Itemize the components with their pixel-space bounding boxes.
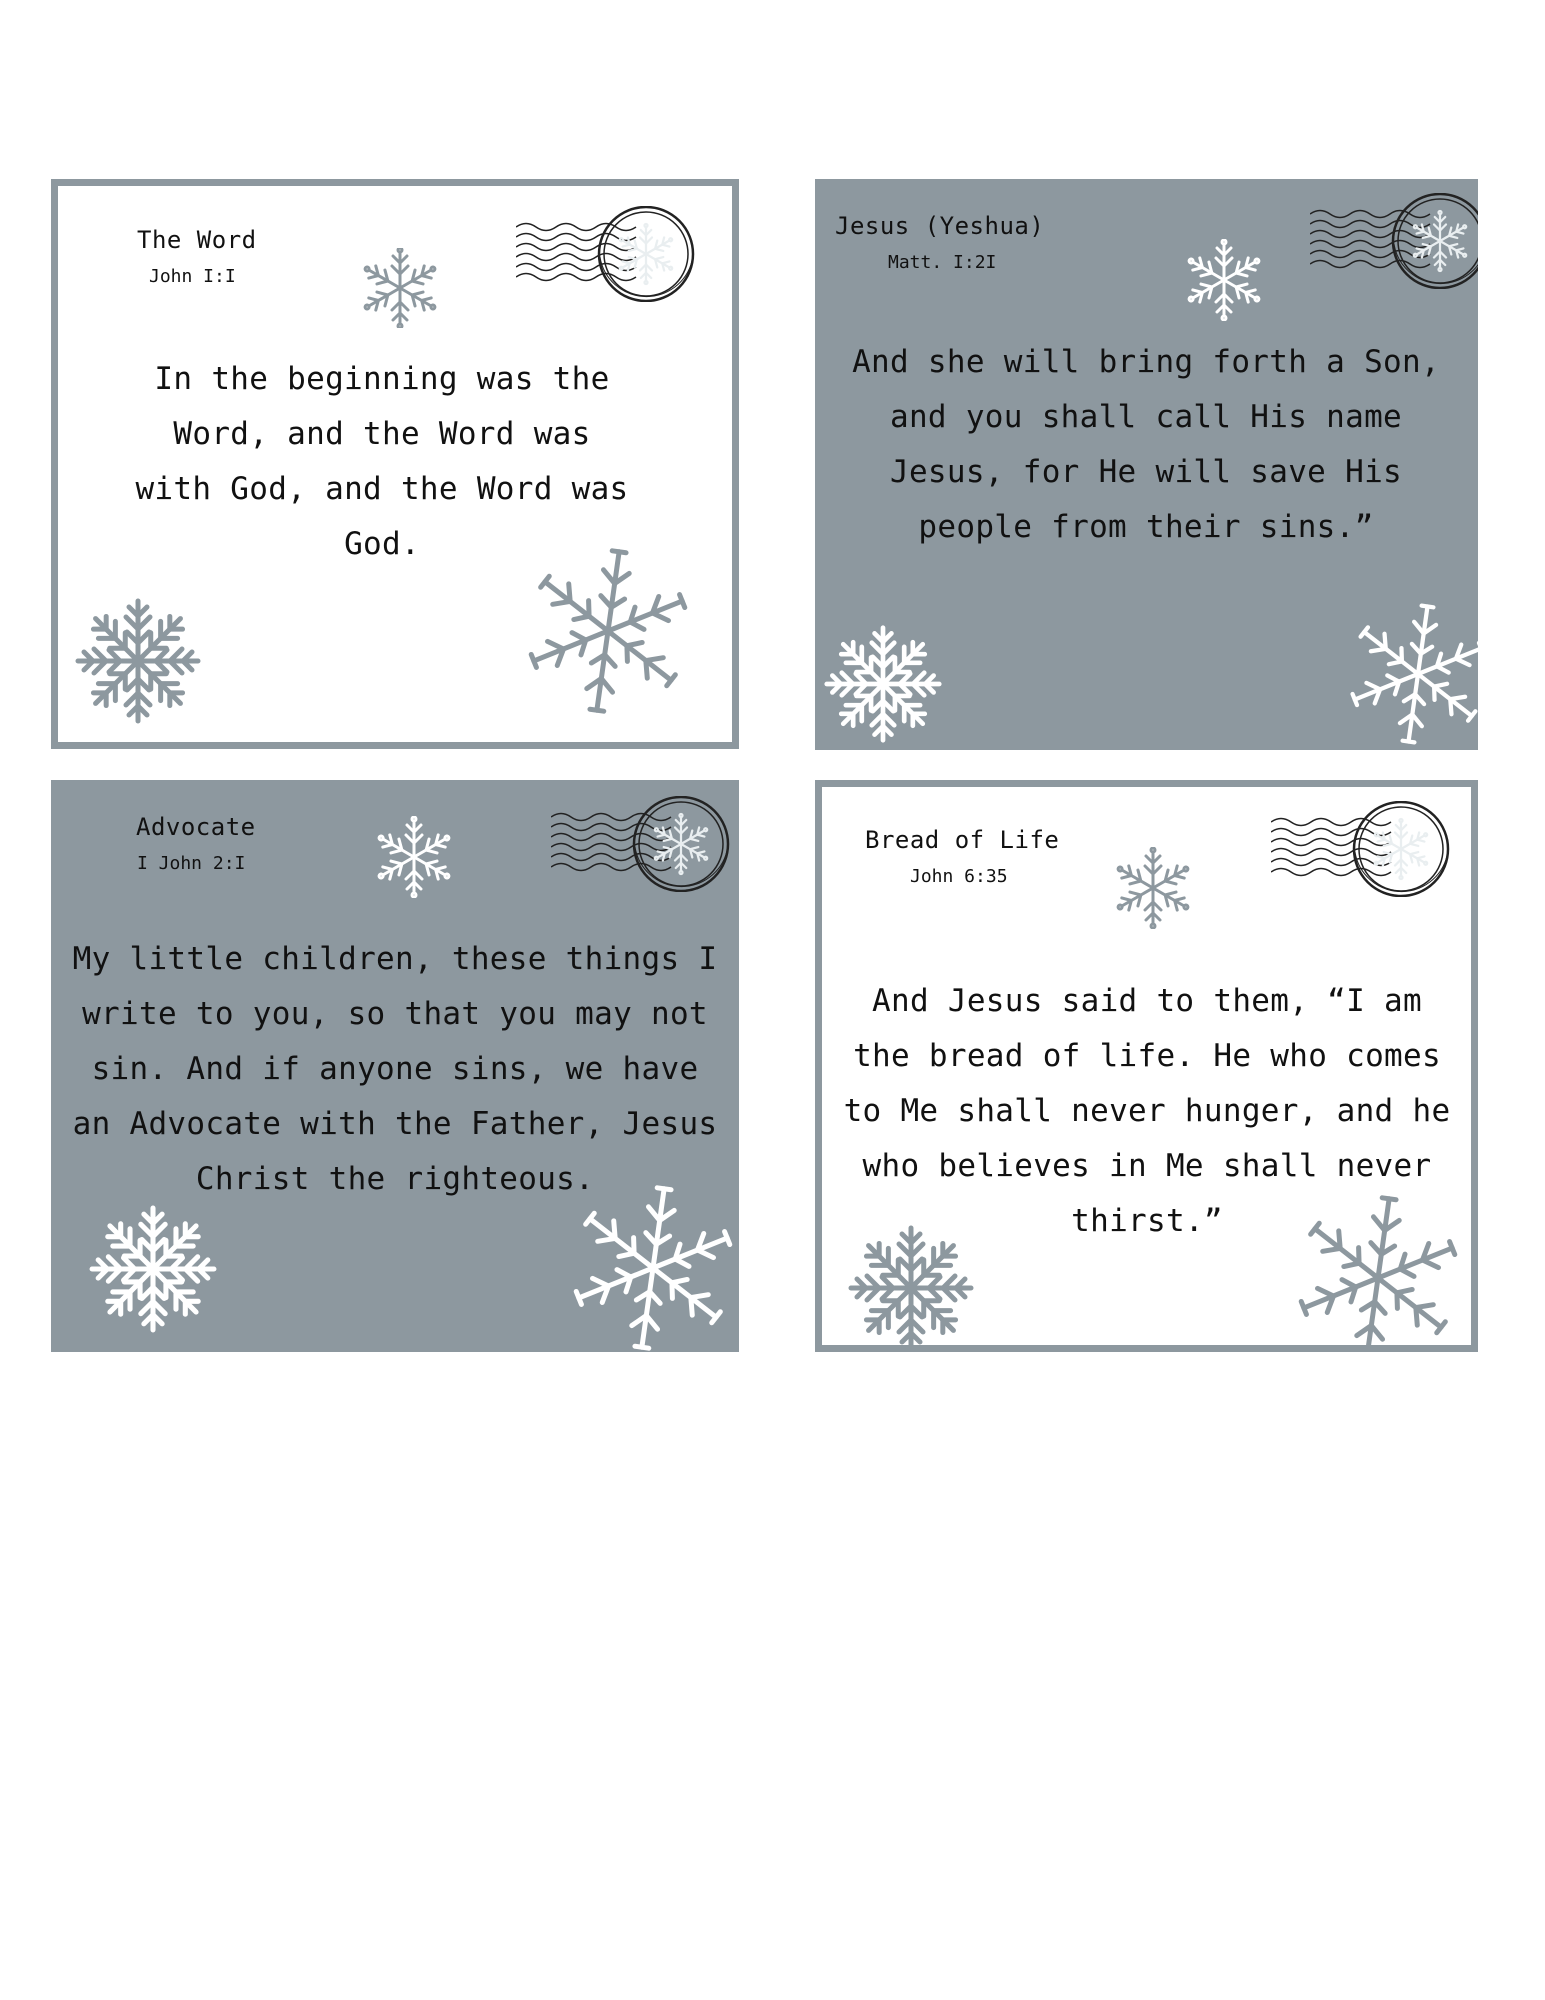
card-reference: I John 2:I — [137, 853, 246, 874]
card-bread-of-life — [815, 780, 1478, 1352]
snowflake-icon — [518, 541, 698, 721]
card-the-word — [51, 179, 739, 749]
postmark-stamp-icon — [551, 796, 733, 892]
snowflake-icon — [1183, 239, 1265, 321]
card-verse: My little children, these things I write to you, so that you may not sin. And if anyone sins, we have an Advocate with the Father, Jesus Christ the righteous. — [72, 941, 718, 1197]
snowflake-icon — [1343, 599, 1478, 749]
card-reference: Matt. I:2I — [888, 252, 997, 273]
snowflake-icon — [73, 596, 203, 726]
card-jesus-yeshua — [815, 179, 1478, 750]
postmark-stamp-icon — [516, 206, 698, 302]
card-title: Jesus (Yeshua) — [835, 212, 1045, 240]
snowflake-icon — [565, 1180, 739, 1352]
snowflake-icon — [1112, 847, 1194, 929]
postmark-stamp-icon — [1271, 801, 1453, 897]
postmark-stamp-icon — [1310, 193, 1478, 289]
card-verse: In the beginning was the Word, and the Word was with God, and the Word was God. — [135, 361, 629, 562]
card-verse: And she will bring forth a Son, and you shall call His name Jesus, for He will save His people from their sins.” — [852, 344, 1440, 545]
card-reference: John I:I — [149, 266, 236, 287]
card-reference: John 6:35 — [910, 866, 1008, 887]
snowflake-icon — [1290, 1190, 1466, 1352]
snowflake-icon — [823, 624, 943, 744]
snowflake-icon — [846, 1223, 976, 1352]
card-title: Bread of Life — [865, 826, 1060, 854]
snowflake-icon — [87, 1203, 219, 1335]
card-title: Advocate — [136, 813, 256, 841]
snowflake-icon — [373, 816, 455, 898]
card-verse: And Jesus said to them, “I am the bread of life. He who comes to Me shall never hunger, and he who believes in Me shall never thirst.” — [843, 983, 1451, 1239]
card-advocate — [51, 780, 739, 1352]
snowflake-icon — [360, 248, 440, 328]
card-title: The Word — [137, 226, 257, 254]
